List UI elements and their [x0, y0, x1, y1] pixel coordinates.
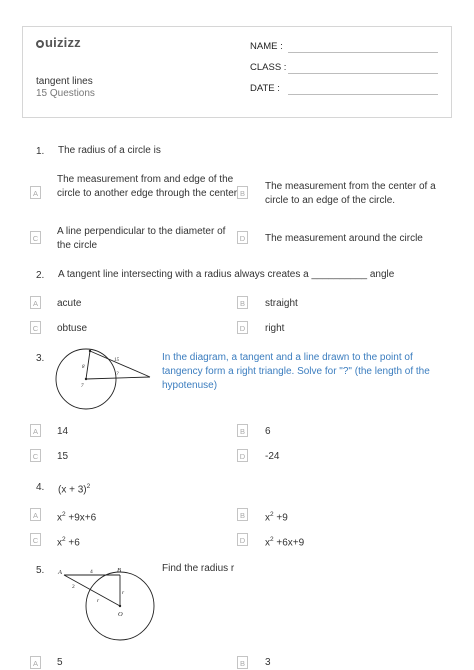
option-letter-box[interactable]: C	[30, 231, 41, 244]
date-line[interactable]	[288, 94, 438, 95]
tangent-triangle-diagram	[54, 348, 158, 410]
option-letter-box[interactable]: A	[30, 186, 41, 199]
option-letter-box[interactable]: D	[237, 449, 248, 462]
option-text: 14	[57, 426, 69, 437]
option-letter-box[interactable]: D	[237, 533, 248, 546]
option-text: The measurement from and edge of the circle to another edge through the center	[57, 174, 238, 199]
option-letter-box[interactable]: B	[237, 656, 248, 669]
option-text: The measurement from the center of a circle to an edge of the circle.	[265, 181, 436, 206]
option-text: The measurement around the circle	[265, 233, 423, 244]
question-text: Find the radius r	[162, 563, 235, 574]
option-text: $x^2 +6$	[57, 536, 80, 549]
diagram-label: 8	[82, 365, 85, 370]
diagram-label: 2	[72, 584, 75, 590]
option-text: -24	[265, 451, 280, 462]
option-text: obtuse	[57, 323, 88, 334]
option-text: $x^2 +9x+6$	[57, 511, 97, 524]
question-number: 3.	[36, 353, 45, 364]
option-letter-box[interactable]: B	[237, 296, 248, 309]
worksheet-header	[22, 26, 452, 118]
option-letter-box[interactable]: B	[237, 424, 248, 437]
option-letter-box[interactable]: C	[30, 449, 41, 462]
question-text: In the diagram, a tangent and a line drawn to the point of tangency form a right triangle. Solve for "?" (the length of the hypotenuse)	[162, 352, 430, 391]
option-text: $x^2 +9$	[265, 511, 288, 524]
option-text: A line perpendicular to the diameter of the circle	[57, 226, 226, 251]
diagram-label: A	[58, 569, 62, 576]
option-text: 3	[265, 657, 271, 668]
option-letter-box[interactable]: A	[30, 296, 41, 309]
question-number: 4.	[36, 482, 45, 493]
class-label: CLASS :	[250, 62, 287, 73]
option-text: straight	[265, 298, 298, 309]
logo-q-icon	[36, 40, 44, 48]
option-letter-box[interactable]: B	[237, 186, 248, 199]
option-text: acute	[57, 298, 82, 309]
option-letter-box[interactable]: D	[237, 321, 248, 334]
option-letter-box[interactable]: C	[30, 321, 41, 334]
radius-diagram	[56, 564, 164, 646]
diagram-label: B	[117, 567, 121, 574]
option-letter-box[interactable]: D	[237, 231, 248, 244]
question-number: 2.	[36, 270, 45, 281]
option-text: right	[265, 323, 285, 334]
diagram-label: 7	[81, 384, 84, 389]
question-number: 1.	[36, 146, 45, 157]
date-label: DATE :	[250, 83, 280, 94]
question-number: 5.	[36, 565, 45, 576]
class-line[interactable]	[288, 73, 438, 74]
name-label: NAME :	[250, 41, 283, 52]
option-text: 5	[57, 657, 63, 668]
diagram-label: 15	[114, 358, 119, 363]
option-letter-box[interactable]: A	[30, 508, 41, 521]
option-letter-box[interactable]: C	[30, 533, 41, 546]
diagram-label: O	[118, 611, 123, 618]
option-text: 15	[57, 451, 69, 462]
diagram-label: r	[122, 590, 125, 596]
quizizz-logo: uizizz	[36, 35, 81, 50]
option-letter-box[interactable]: B	[237, 508, 248, 521]
diagram-label: ?	[116, 372, 119, 377]
worksheet-title: tangent lines	[36, 76, 93, 87]
name-line[interactable]	[288, 52, 438, 53]
option-text: 6	[265, 426, 271, 437]
question-text: The radius of a circle is	[58, 145, 161, 156]
diagram-label: r	[97, 598, 100, 604]
option-letter-box[interactable]: A	[30, 656, 41, 669]
option-letter-box[interactable]: A	[30, 424, 41, 437]
option-text: $x^2 +6x+9$	[265, 536, 305, 549]
question-count: 15 Questions	[36, 88, 95, 99]
diagram-label: 4	[90, 569, 93, 575]
question-text: $(x + 3)^2$	[58, 483, 91, 496]
question-text: A tangent line intersecting with a radius always creates a __________ angle	[58, 269, 395, 280]
